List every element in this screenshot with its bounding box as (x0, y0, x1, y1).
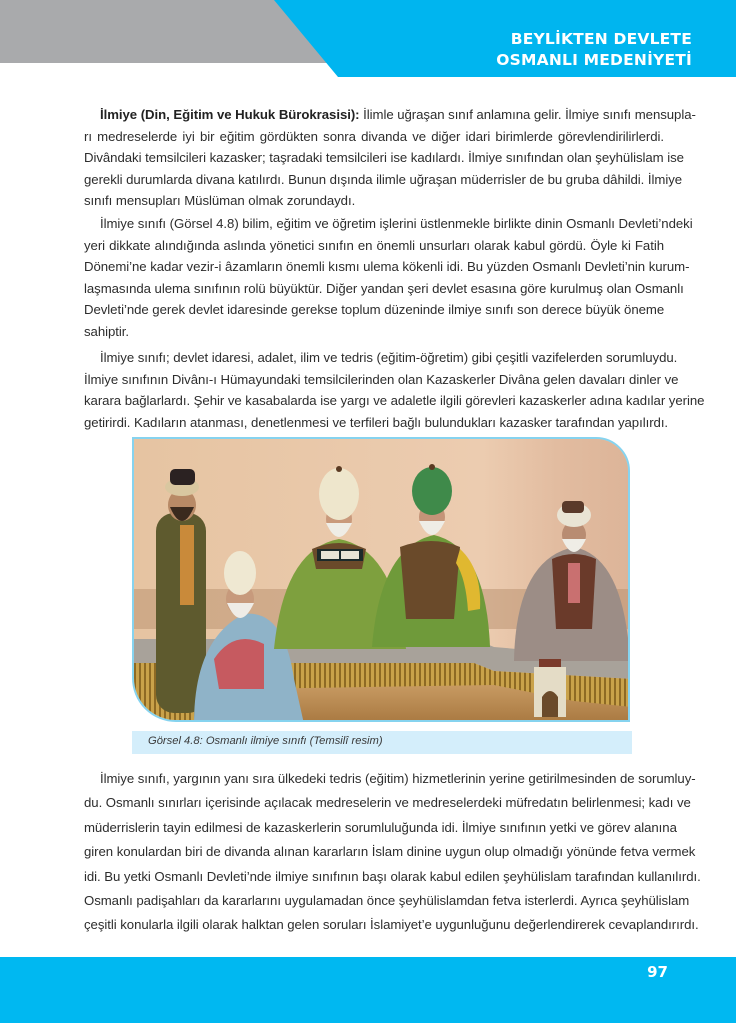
chapter-title (496, 29, 692, 71)
text-line: Divândaki temsilcileri kazasker; taşradaki temsilcileri ise kadılardı. İlmiye sınıfından olan şeyhülislam ise (84, 150, 684, 166)
text-line: gerekli durumlarda divana katılırdı. Bunun dışında ilimle uğraşan müderrisler de bu gruba dâhildi. İlmiye (84, 171, 683, 187)
text-line: müderrislerin tayin edilmesi de kazaskerlerin sorumluluğunda idi. İlmiye sınıfının yetki ve görev alanına (84, 819, 677, 835)
term-heading: İlmiye (Din, Eğitim ve Hukuk Bürokrasisi): (100, 107, 360, 122)
figure-caption: Görsel 4.8: Osmanlı ilmiye sınıfı (Temsilî resim) (148, 735, 383, 747)
page-number: 97 (647, 963, 668, 981)
paragraph-ilmiye-definition (68, 104, 696, 212)
text-line: İlmiye sınıfının Divânı-ı Hümayundaki temsilcilerinden olan Kazaskerler Divâna gelen davaları dinler ve (84, 371, 679, 387)
text-line: İlmiye sınıfı; devlet idaresi, adalet, ilim ve tedris (eğitim-öğretim) gibi çeşitli vazifelerden sorumluydu. (100, 350, 678, 365)
paragraph-ilmiye-duties (68, 347, 705, 433)
text-line: yeri dikkate alındığında aslında yönetici sınıfın en önemli unsurları olarak kabul gördü. Öyle ki Fatih (84, 237, 664, 253)
paragraph-ilmiye-education (68, 767, 701, 938)
text-line: Osmanlı padişahları da kararlarını uygulamadan önce şeyhülislamdan fetva isterlerdi. Ayrıca şeyhülislam (84, 893, 690, 909)
text-line: du. Osmanlı sınırları içerisinde açılacak medreselerin ve medreselerdeki müfredatın belirlenmesi; kadı ve (84, 795, 691, 811)
paragraph-ilmiye-role (68, 213, 693, 343)
chapter-title-line2: OSMANLI MEDENİYETİ (496, 51, 692, 69)
figure-caption-bar (132, 731, 632, 754)
side-table (534, 659, 566, 717)
text-line: çeşitli konularla ilgili olarak halktan gelen soruları İslamiyet’e uygunluğunu değerlendirerek cevaplandırırdı. (84, 917, 699, 933)
figure-ilmiye-painting (132, 437, 630, 722)
text-line: giren konulardan biri de divanda alınan kararların İslam dinine uygun olup olmadığı yönünde fetva vermek (84, 844, 696, 860)
painting-illustration (134, 439, 630, 722)
text-line: rı medreselerde iyi bir eğitim gördükten sonra divanda ve diğer idari birimlerde görevlendirilirlerdi. (84, 128, 664, 144)
page-footer (0, 957, 736, 1023)
text-line: sahiptir. (84, 323, 129, 339)
text-line: Devleti’nde gerek devlet idaresinde gerekse toplum düzeninde ilmiye sınıfı son derece büyük öneme (84, 302, 665, 318)
text-line: İlmiye sınıfı (Görsel 4.8) bilim, eğitim ve öğretim işlerini üstlenmekle birlikte dinin Osmanlı Devleti’ndeki (100, 216, 693, 231)
text-line: getirirdi. Kadıların atanması, denetlenmesi ve terfileri bağlı bulundukları kazasker tarafından yapılırdı. (84, 414, 669, 430)
text-line: karara bağlarlardı. Şehir ve kasabalarda ise yargı ve adaletle ilgili görevleri kazaskerler adına kadılar yerine (84, 393, 705, 409)
text-line: Dönemi’ne kadar vezir-i âzamların önemli kısmı ulema kökenli idi. Bu yüzden Osmanlı Devleti’nin kurum- (84, 259, 690, 275)
chapter-title-line1: BEYLİKTEN DEVLETE (510, 30, 692, 48)
text-line: İlmiye sınıfı, yargının yanı sıra ülkedeki tedris (eğitim) hizmetlerinin yerine getirilmesinden de sorumluy- (100, 771, 696, 786)
header-gray-band (0, 0, 330, 63)
text-line: sınıfı mensupları Müslüman olmak zorundaydı. (84, 193, 356, 209)
text-line: idi. Bu yetki Osmanlı Devleti’nde ilmiye sınıfının başı olarak kabul edilen şeyhülislam tarafından kullanılırdı. (84, 868, 701, 884)
text-line: laşmasında ulema sınıfının rolü büyüktür. Diğer yandan şeri devlet esasına göre kurulmuş olan Osmanlı (84, 280, 684, 296)
text-line: İlmiye (Din, Eğitim ve Hukuk Bürokrasisi): İlimle uğraşan sınıf anlamına gelir. İlmiye sınıfı mensupla- (100, 107, 696, 122)
